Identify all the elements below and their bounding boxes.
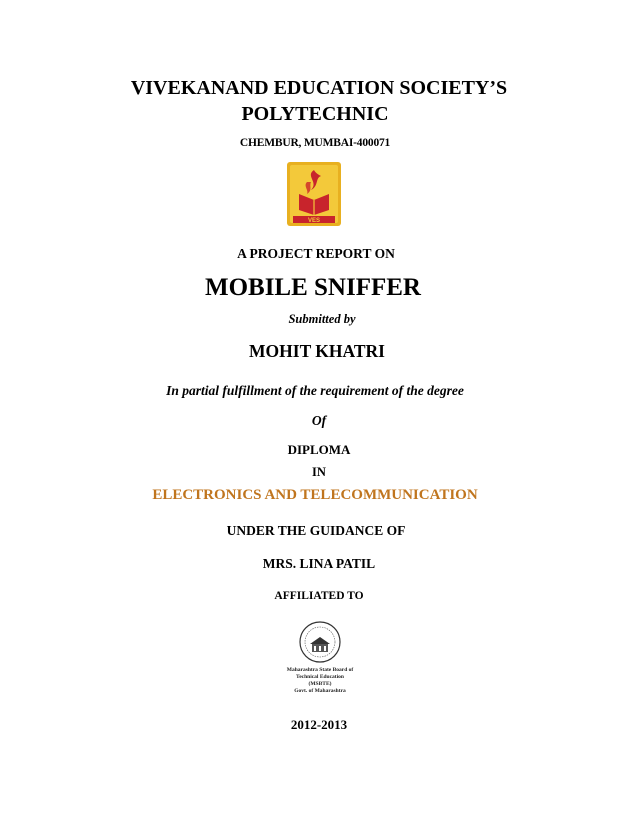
affiliation-heading: AFFILIATED TO [274, 590, 364, 602]
academic-year: 2012-2013 [290, 717, 348, 732]
board-govt: Govt. of Maharashtra [294, 688, 346, 694]
guidance-heading: UNDER THE GUIDANCE OF [226, 523, 406, 538]
submitted-by-label: Submitted by [288, 312, 356, 326]
board-name-line1: Maharashtra State Board of [286, 667, 354, 673]
fulfillment-statement: In partial fulfillment of the requirement of the degree [166, 383, 464, 398]
institution-name: VIVEKANAND EDUCATION SOCIETY’S [130, 77, 508, 99]
institution-address: CHEMBUR, MUMBAI-400071 [239, 137, 391, 149]
msbte-seal [278, 620, 362, 700]
institution-type: POLYTECHNIC [241, 103, 389, 125]
guide-name: MRS. LINA PATIL [262, 556, 376, 571]
of-label: Of [311, 413, 327, 428]
in-label: IN [312, 465, 326, 479]
board-name-line2: Technical Education [296, 674, 344, 680]
diploma-label: DIPLOMA [287, 442, 351, 457]
report-intro: A PROJECT REPORT ON [237, 246, 395, 261]
project-title: MOBILE SNIFFER [204, 274, 421, 301]
ves-logo [285, 160, 343, 228]
ves-logo-text: VES [307, 218, 321, 224]
board-abbreviation: (MSBTE) [308, 681, 332, 687]
branch-name: ELECTRONICS AND TELECOMMUNICATION [152, 487, 478, 503]
student-name: MOHIT KHATRI [249, 341, 385, 361]
